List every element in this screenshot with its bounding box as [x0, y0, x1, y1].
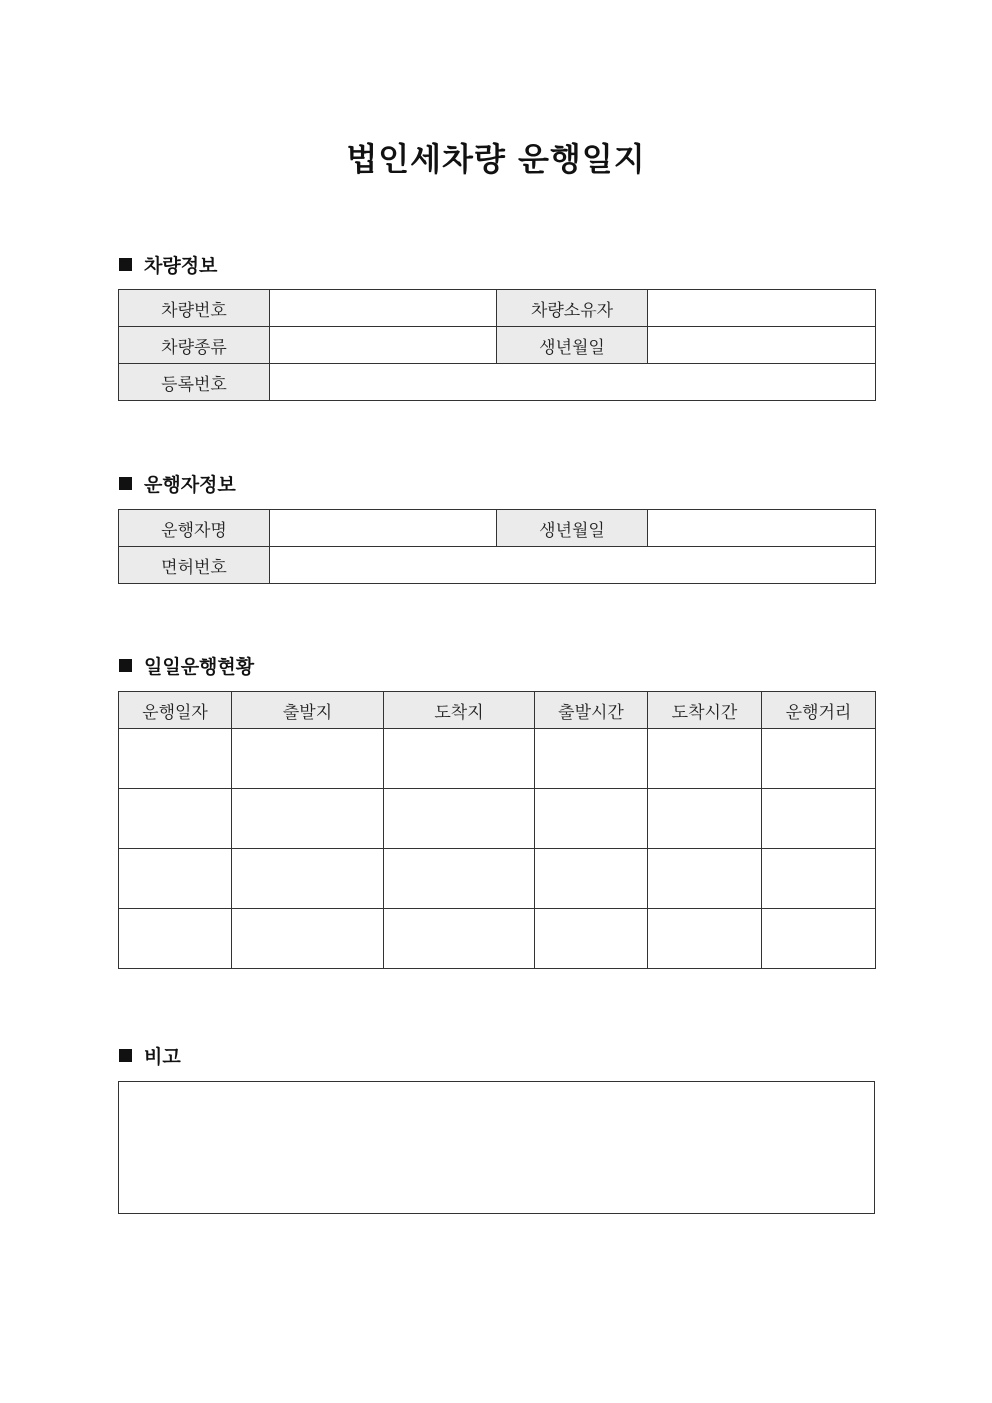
driver-info-table	[118, 509, 876, 584]
table-cell[interactable]	[648, 849, 762, 909]
driver-birthdate-label: 생년월일	[497, 510, 648, 547]
driver-info-heading	[119, 470, 236, 496]
registration-number-field[interactable]	[270, 364, 876, 401]
column-header-distance: 운행거리	[762, 692, 876, 729]
column-header-arrival-time: 도착시간	[648, 692, 762, 729]
table-cell[interactable]	[762, 789, 876, 849]
square-bullet-icon	[119, 1049, 132, 1062]
table-row	[119, 364, 876, 401]
table-cell[interactable]	[648, 789, 762, 849]
vehicle-type-label: 차량종류	[119, 327, 270, 364]
table-row	[119, 729, 876, 789]
column-header-departure-time: 출발시간	[535, 692, 648, 729]
vehicle-owner-field[interactable]	[648, 290, 876, 327]
table-cell[interactable]	[535, 909, 648, 969]
table-cell[interactable]	[535, 729, 648, 789]
table-cell[interactable]	[119, 789, 232, 849]
vehicle-info-heading	[119, 251, 217, 277]
remarks-heading-text: 비고	[144, 1045, 181, 1068]
daily-log-heading	[119, 652, 254, 678]
table-cell[interactable]	[232, 729, 384, 789]
daily-log-heading-text: 일일운행현황	[144, 655, 255, 678]
column-header-destination: 도착지	[384, 692, 535, 729]
table-cell[interactable]	[119, 849, 232, 909]
vehicle-info-heading-text: 차량정보	[144, 254, 218, 277]
table-cell[interactable]	[232, 849, 384, 909]
daily-log-table	[118, 691, 876, 969]
vehicle-number-field[interactable]	[270, 290, 497, 327]
table-cell[interactable]	[535, 849, 648, 909]
vehicle-type-field[interactable]	[270, 327, 497, 364]
driver-info-heading-text: 운행자정보	[144, 473, 236, 496]
driver-name-label: 운행자명	[119, 510, 270, 547]
table-row	[119, 789, 876, 849]
registration-number-label: 등록번호	[119, 364, 270, 401]
square-bullet-icon	[119, 659, 132, 672]
table-row	[119, 327, 876, 364]
license-number-label: 면허번호	[119, 547, 270, 584]
remarks-field[interactable]	[118, 1081, 875, 1214]
remarks-heading	[119, 1042, 181, 1068]
table-cell[interactable]	[648, 909, 762, 969]
square-bullet-icon	[119, 258, 132, 271]
table-cell[interactable]	[384, 909, 535, 969]
table-row	[119, 849, 876, 909]
column-header-date: 운행일자	[119, 692, 232, 729]
table-cell[interactable]	[119, 909, 232, 969]
table-cell[interactable]	[384, 729, 535, 789]
vehicle-number-label: 차량번호	[119, 290, 270, 327]
table-cell[interactable]	[762, 849, 876, 909]
owner-birthdate-label: 생년월일	[497, 327, 648, 364]
driver-name-field[interactable]	[270, 510, 497, 547]
page-title: 법인세차량 운행일지	[346, 140, 646, 178]
table-cell[interactable]	[762, 909, 876, 969]
table-row	[119, 510, 876, 547]
column-header-departure: 출발지	[232, 692, 384, 729]
table-cell[interactable]	[232, 909, 384, 969]
driver-birthdate-field[interactable]	[648, 510, 876, 547]
license-number-field[interactable]	[270, 547, 876, 584]
square-bullet-icon	[119, 477, 132, 490]
table-cell[interactable]	[384, 849, 535, 909]
table-cell[interactable]	[648, 729, 762, 789]
vehicle-info-table	[118, 289, 876, 401]
table-row	[119, 547, 876, 584]
table-cell[interactable]	[535, 789, 648, 849]
vehicle-owner-label: 차량소유자	[497, 290, 648, 327]
table-row	[119, 909, 876, 969]
table-cell[interactable]	[232, 789, 384, 849]
table-cell[interactable]	[384, 789, 535, 849]
table-header-row	[119, 692, 876, 729]
owner-birthdate-field[interactable]	[648, 327, 876, 364]
table-row	[119, 290, 876, 327]
table-cell[interactable]	[119, 729, 232, 789]
table-cell[interactable]	[762, 729, 876, 789]
